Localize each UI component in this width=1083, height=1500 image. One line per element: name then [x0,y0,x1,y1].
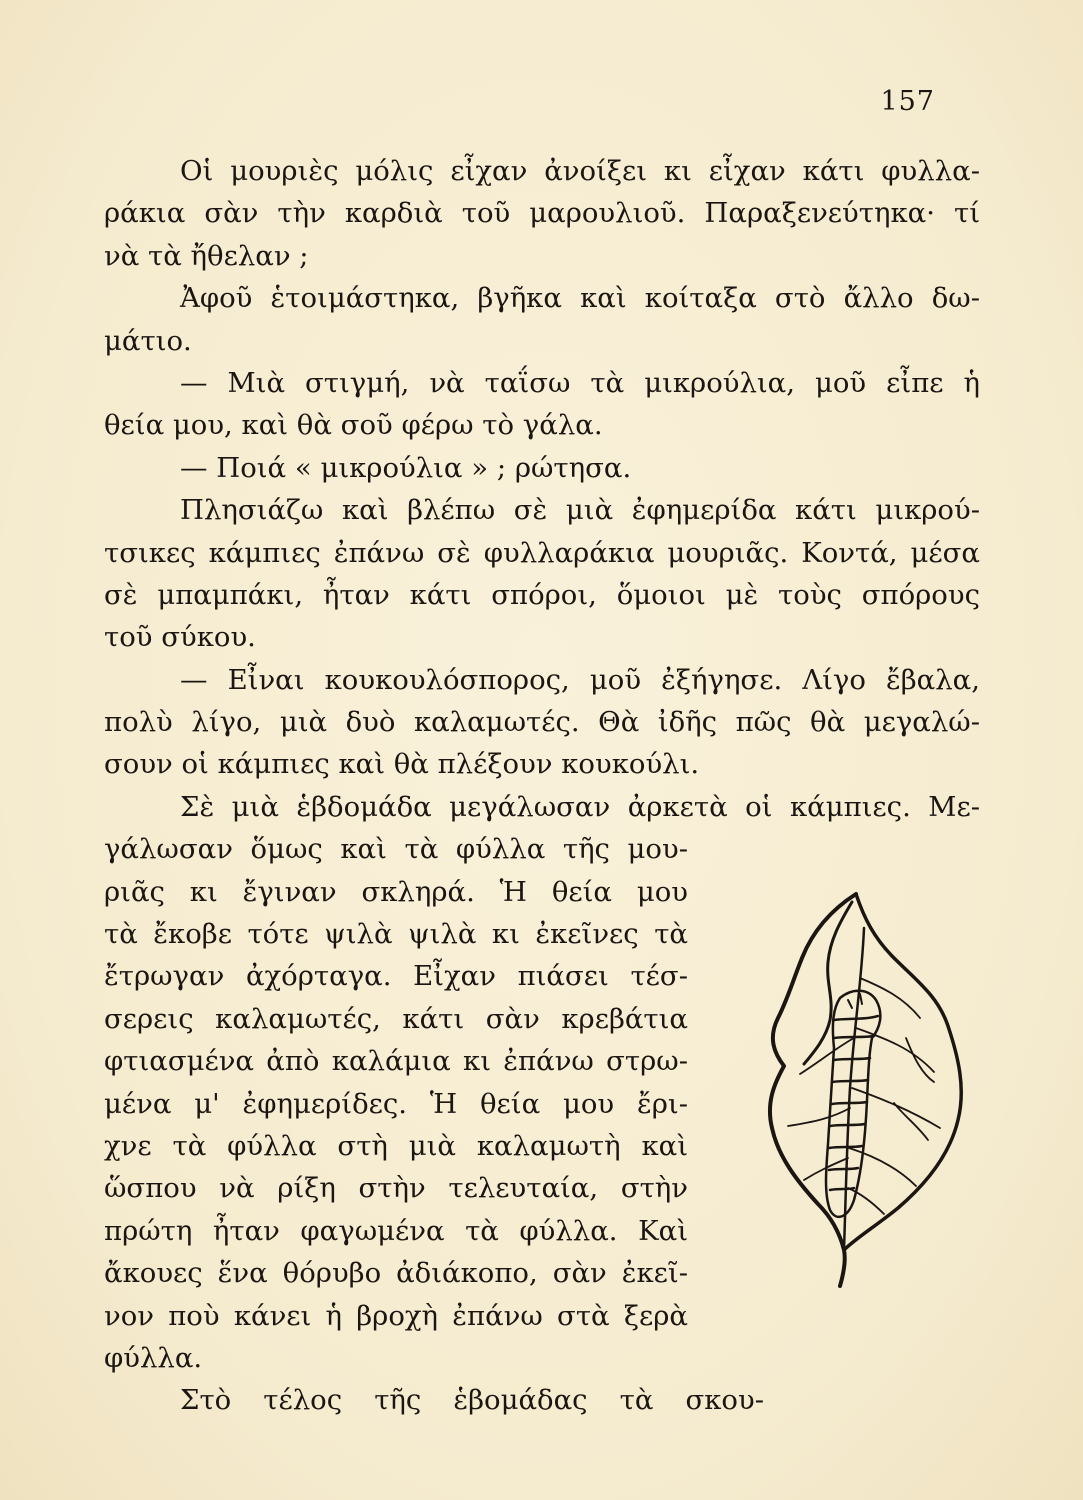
text-line: σερεις καλαμωτές, κάτι σὰν κρεβάτια [104,1002,688,1035]
text-line: Πλησιάζω καὶ βλέπω σὲ μιὰ ἐφημερίδα κάτι μικρού- [180,494,980,527]
paragraph [104,489,980,659]
text-line: θεία μου, καὶ θὰ σοῦ φέρω τὸ γάλα. [104,409,603,442]
text-line: σουν οἱ κάμπιες καὶ θὰ πλέξουν κουκούλι. [104,748,700,781]
paragraph [104,1379,980,1421]
text-line: ριᾶς κι ἔγιναν σκληρά. Ἡ θεία μου [104,875,688,908]
text-line: ράκια σὰν τὴν καρδιὰ τοῦ μαρουλιοῦ. Παραξενεύτηκα· τί [104,197,980,230]
text-line: — Μιὰ στιγμή, νὰ ταΐσω τὰ μικρούλια, μοῦ εἶπε ἡ [180,366,980,399]
text-line: πολὺ λίγο, μιὰ δυὸ καλαμωτές. Θὰ ἰδῆς πῶς θὰ μεγαλώ- [104,706,980,739]
paragraph [104,277,980,362]
text-line: φύλλα. [104,1341,203,1374]
text-line: πρώτη ἦταν φαγωμένα τὰ φύλλα. Καὶ [104,1214,688,1247]
text-line: ὥσπου νὰ ρίξη στὴν τελευταία, στὴν [104,1172,688,1205]
paragraph [104,659,980,786]
text-line: τσικες κάμπιες ἐπάνω σὲ φυλλαράκια μουριᾶς. Κοντά, μέσα [104,536,980,569]
leaf-outline [770,894,856,1286]
paragraph [104,447,980,489]
text-line: — Εἶναι κουκουλόσπορος, μοῦ ἐξήγησε. Λίγο ἔβαλα, [180,663,980,696]
text-line: γάλωσαν ὅμως καὶ τὰ φύλλα τῆς μου- [104,833,688,866]
text-line: ἄκουες ἕνα θόρυβο ἀδιάκοπο, σὰν ἐκεῖ- [104,1257,688,1290]
leaf-eaten-edge [804,902,852,1064]
text-line: νὰ τὰ ἤθελαν ; [104,239,309,272]
text-line: Οἱ μουριὲς μόλις εἶχαν ἀνοίξει κι εἶχαν κάτι φυλλα- [180,155,980,187]
leaf-veins [788,978,940,1214]
text-line: νον ποὺ κάνει ἡ βροχὴ ἐπάνω στὰ ξερὰ [104,1299,688,1332]
page-number: 157 [880,86,935,117]
silkworm [826,991,880,1217]
text-line: ἔτρωγαν ἀχόρταγα. Εἶχαν πιάσει τέσ- [104,960,688,993]
text-line: σὲ μπαμπάκι, ἦταν κάτι σπόροι, ὅμοιοι μὲ τοὺς σπόρους [104,578,980,611]
text-line: Ἀφοῦ ἑτοιμάστηκα, βγῆκα καὶ κοίταξα στὸ ἄλλο δω- [180,282,980,315]
text-line: — Ποιά « μικρούλια » ; ρώτησα. [180,451,632,484]
text-line: μάτιο. [104,324,192,357]
text-line: χνε τὰ φύλλα στὴ μιὰ καλαμωτὴ καὶ [104,1129,688,1162]
text-line: μένα μ' ἐφημερίδες. Ἡ θεία μου ἔρι- [104,1087,688,1120]
text-line: φτιασμένα ἀπὸ καλάμια κι ἐπάνω στρω- [104,1045,688,1078]
paragraph [104,150,980,277]
paragraph [104,362,980,447]
text-line: Στὸ τέλος τῆς ἑβομάδας τὰ σκου- [180,1384,764,1417]
text-line: τὰ ἔκοβε τότε ψιλὰ ψιλὰ κι ἐκεῖνες τὰ [104,918,688,951]
silkworm-on-leaf-illustration [744,888,984,1328]
leaf-edge-right [844,894,961,1250]
text-line: Σὲ μιὰ ἑβδομάδα μεγάλωσαν ἀρκετὰ οἱ κάμπιες. Με- [180,790,980,823]
text-line: τοῦ σύκου. [104,621,256,654]
